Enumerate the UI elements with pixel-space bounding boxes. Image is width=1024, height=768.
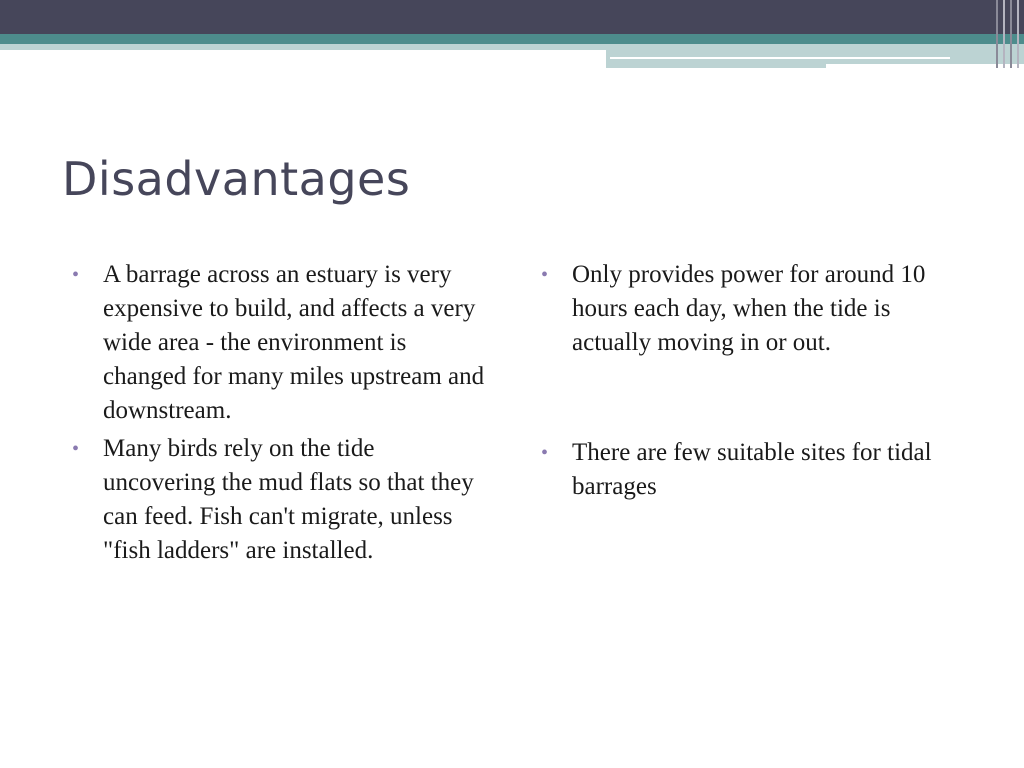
header-band-dark bbox=[0, 0, 1024, 34]
slide-title: Disadvantages bbox=[62, 152, 411, 206]
right-bullet-column bbox=[541, 258, 961, 508]
bullet-item bbox=[72, 258, 492, 428]
bullet-dot-icon: • bbox=[72, 438, 80, 460]
bullet-text: Many birds rely on the tide uncovering the mud flats so that they can feed. Fish can't migrate, unless "fish ladders" are installed. bbox=[103, 435, 474, 564]
header-stripe bbox=[996, 0, 998, 68]
header-accent-line-short bbox=[826, 64, 1024, 68]
header-band-teal bbox=[0, 34, 1024, 44]
spacer bbox=[541, 364, 961, 436]
header-stripe bbox=[1017, 0, 1019, 68]
header-accent-line bbox=[610, 57, 950, 59]
bullet-text: A barrage across an estuary is very expensive to build, and affects a very wide area - the environment is changed for many miles upstream and downstream. bbox=[103, 261, 485, 424]
bullet-dot-icon: • bbox=[541, 442, 549, 464]
bullet-item bbox=[541, 436, 961, 504]
bullet-dot-icon: • bbox=[541, 264, 549, 286]
header-stripe bbox=[1010, 0, 1012, 68]
bullet-item bbox=[72, 432, 492, 568]
bullet-dot-icon: • bbox=[72, 264, 80, 286]
bullet-text: Only provides power for around 10 hours each day, when the tide is actually moving in or out. bbox=[572, 261, 926, 356]
bullet-text: There are few suitable sites for tidal barrages bbox=[572, 439, 932, 500]
bullet-item bbox=[541, 258, 961, 360]
left-bullet-column bbox=[72, 258, 492, 572]
header-stripe bbox=[1003, 0, 1005, 68]
